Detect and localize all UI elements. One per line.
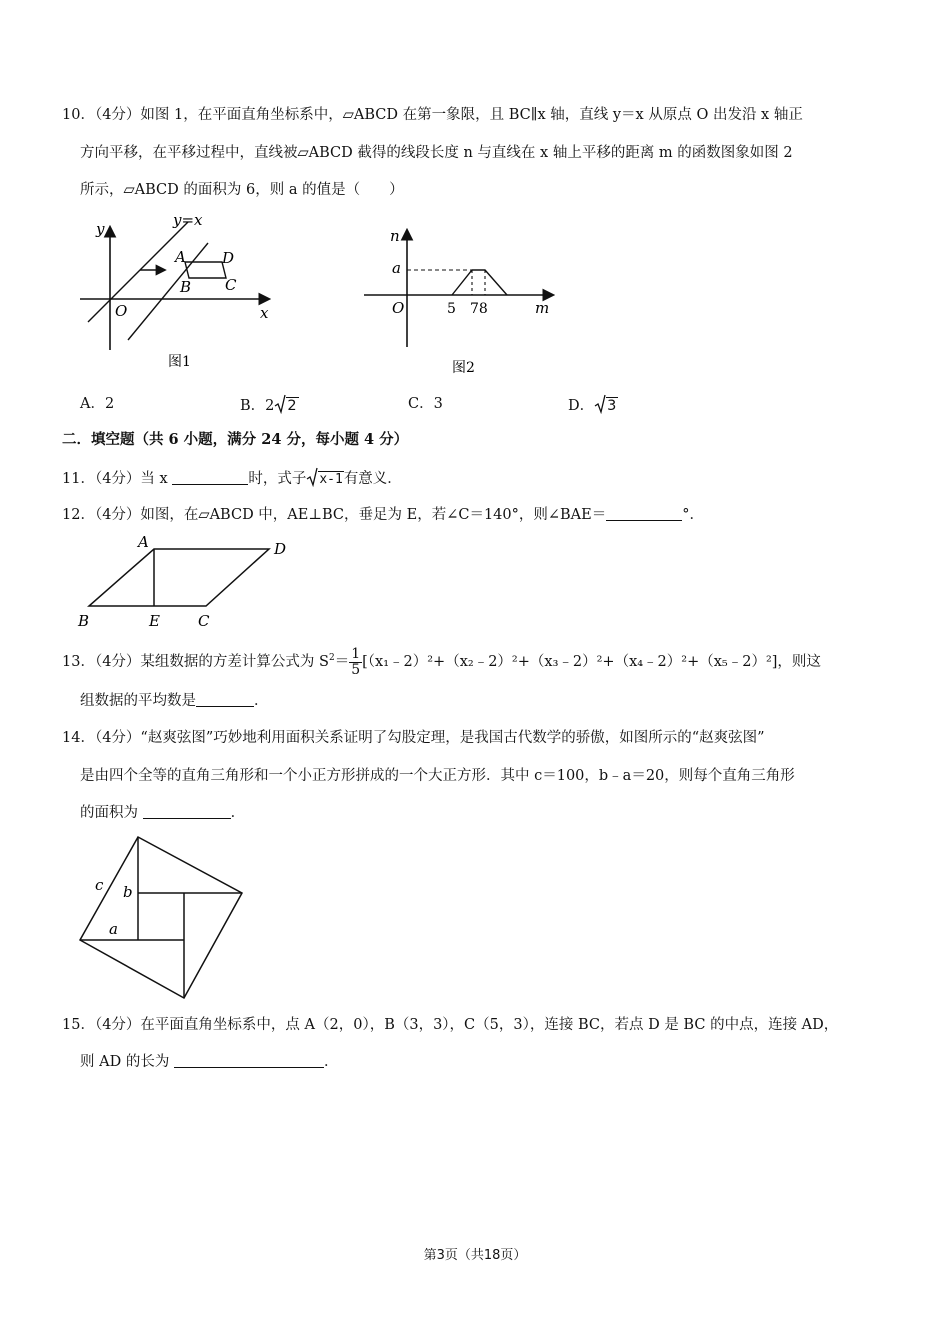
tick-78: 78 [470, 301, 488, 317]
q12-text-b: °． [682, 507, 704, 523]
q14-line3-end: ． [230, 805, 246, 821]
option-a: A．2 [80, 396, 115, 412]
line-label: y=x [173, 211, 203, 229]
m-label: m [535, 299, 550, 317]
point-b-label: B [180, 278, 192, 296]
q14-answer-blank[interactable] [143, 804, 231, 819]
label-a: a [109, 920, 118, 938]
figure-2-caption: 图2 [452, 360, 475, 376]
option-b-prefix: B．2 [240, 398, 275, 414]
q15-line1: 15．（4分）在平面直角坐标系中，点 A（2，0），B（3，3），C（5，3），连接 BC，若点 D 是 BC 的中点，连接 AD， [62, 1017, 839, 1033]
q13-fraction [349, 647, 362, 678]
point-d-label: D [222, 249, 235, 267]
outer-square [80, 837, 242, 998]
q10-line2: 方向平移，在平移过程中，直线被▱ABCD 截得的线段长度 n 与直线在 x 轴上平移的距离 m 的函数图象如图 2 [80, 145, 793, 161]
shifted-line [128, 243, 208, 340]
q15-answer-blank[interactable] [174, 1053, 324, 1068]
y-label: y [96, 220, 105, 238]
origin-label-2: O [392, 299, 405, 317]
q13-eq: ＝ [334, 654, 350, 670]
q13-frac-num: 1 [351, 645, 361, 662]
q11-mid: 时，式子 [248, 471, 307, 487]
q10-figure-2 [362, 225, 562, 380]
q15-line2-text: 则 AD 的长为 [80, 1054, 170, 1070]
q13-body: [（x₁﹣2）²+（x₂﹣2）²+（x₃﹣2）²+（x₄﹣2）²+（x₅﹣2）²]，则这 [362, 654, 821, 670]
page-footer: 第3页（共18页） [423, 1248, 527, 1263]
q12-text-a: 12．（4分）如图，在▱ABCD 中，AE⊥BC，垂足为 E，若∠C＝140°，则∠BAE＝ [62, 507, 607, 523]
q13-line2-end: ． [254, 693, 269, 709]
point-c-label: C [225, 276, 237, 294]
q14-line3 [80, 803, 245, 823]
point-a-label: A [175, 248, 186, 266]
q13-line2-text: 组数据的平均数是 [80, 693, 196, 709]
label-c: C [198, 612, 210, 630]
q14-line2: 是由四个全等的直角三角形和一个小正方形拼成的一个大正方形．其中 c＝100，b﹣a＝20，则每个直角三角形 [80, 768, 795, 784]
label-c: c [95, 876, 104, 894]
q11-radicand: x-1 [319, 472, 343, 487]
q13-prefix: 13．（4分）某组数据的方差计算公式为 S [62, 654, 329, 670]
q15-line2 [80, 1052, 338, 1072]
a-label: a [392, 259, 401, 277]
option-b [240, 394, 299, 416]
sqrt-symbol [306, 467, 343, 490]
option-d-prefix: D． [568, 398, 595, 414]
q12-figure [74, 532, 294, 632]
q13-sup: 2 [328, 653, 335, 663]
option-d [568, 394, 618, 416]
sqrt-symbol [594, 394, 618, 416]
q14-line3-text: 的面积为 [80, 805, 138, 821]
q11 [62, 467, 402, 490]
q10-figure-1 [78, 210, 288, 380]
section-2-heading: 二．填空题（共 6 小题，满分 24 分，每小题 4 分） [62, 431, 409, 448]
tick-5: 5 [447, 301, 456, 317]
q13-answer-blank[interactable] [196, 692, 254, 707]
q10-line3: 所示，▱ABCD 的面积为 6，则 a 的值是（ ） [80, 182, 404, 198]
q11-suffix: 有意义． [343, 471, 402, 487]
q10-line1: 10．（4分）如图 1，在平面直角坐标系中，▱ABCD 在第一象限，且 BC∥x 轴，直线 y＝x 从原点 O 出发沿 x 轴正 [62, 107, 803, 123]
q13-frac-den: 5 [351, 661, 361, 678]
origin-label: O [115, 302, 128, 320]
q14-zhao-shuang-figure [72, 830, 252, 1005]
label-b: b [123, 883, 133, 901]
q12 [62, 505, 704, 525]
q12-answer-blank[interactable] [606, 506, 682, 521]
function-graph [452, 270, 507, 295]
q13-line1 [62, 645, 821, 678]
x-label: x [260, 304, 269, 322]
sqrt-symbol [274, 394, 298, 416]
label-a: A [138, 533, 149, 551]
n-label: n [390, 227, 400, 245]
label-b: B [78, 612, 90, 630]
q13-line2 [80, 691, 269, 711]
option-c: C．3 [408, 396, 443, 412]
option-d-radicand: 3 [607, 398, 617, 414]
label-d: D [274, 540, 287, 558]
figure-1-caption: 图1 [168, 354, 191, 370]
q14-line1: 14．（4分）“赵爽弦图”巧妙地利用面积关系证明了勾股定理，是我国古代数学的骄傲，如图所示的“赵爽弦图” [62, 730, 765, 746]
q11-answer-blank[interactable] [172, 470, 248, 485]
q15-line2-end: ． [323, 1054, 339, 1070]
q11-prefix: 11．（4分）当 x [62, 471, 168, 487]
parallelogram [89, 549, 269, 606]
option-b-radicand: 2 [287, 398, 297, 414]
label-e: E [149, 612, 160, 630]
